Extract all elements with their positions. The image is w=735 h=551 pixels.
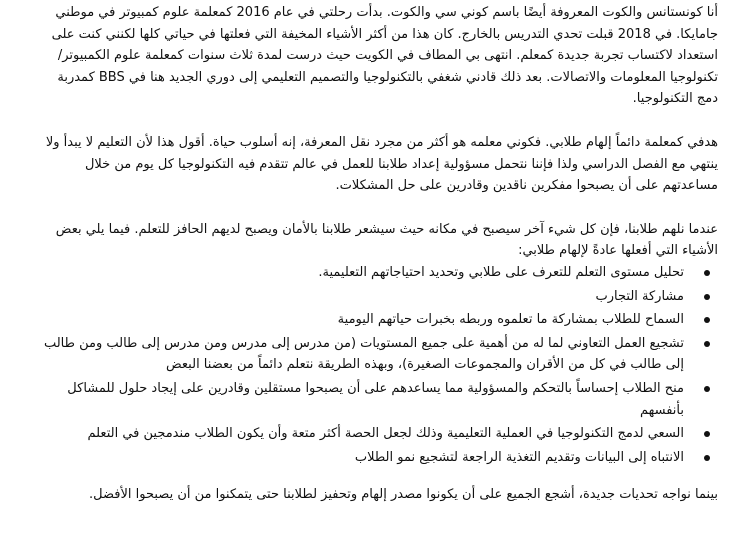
- list-item: [40, 423, 718, 445]
- intro-paragraph: أنا كونستانس والكوت المعروفة أيضًا باسم كوني سي والكوت. بدأت رحلتي في عام 2016 كمعلمة علوم كمبيوتر في موطني جامايكا. في 2018 قبلت تحدي التدريس بالخارج. كان هذا من أكثر الأشياء المخيفة التي فعلتها في حياتي كلها لكنني كنت على استعداد لاكتساب تجربة جديدة كمعلم. انتهى بي المطاف في الكويت حيث درست لمدة ثلاث سنوات كمعلمة علوم الكمبيوتر/ تكنولوجيا المعلومات والاتصالات. بعد ذلك قادني شغفي بالتكنولوجيا والتصميم التعليمي إلى دوري الجديد هنا في BBS كمدربة دمج التكنولوجيا.: [51, 5, 718, 107]
- bullet-icon: [704, 294, 710, 300]
- list-item: [40, 309, 718, 331]
- goal-paragraph: هدفي كمعلمة دائماً إلهام طلابي. فكوني معلمه هو أكثر من مجرد نقل المعرفة، إنه أسلوب حياة. أقول هذا لأن التعليم لا يبدأ ولا ينتهي مع الفصل الدراسي ولذا فإننا نتحمل مسؤولية إعداد طلابنا للعمل في عالم تتقدم فيه التكنولوجيا كل يوم من خلال مساعدتهم على أن يصبحوا مفكرين ناقدين وقادرين على حل المشكلات.: [45, 134, 718, 194]
- bullet-icon: [704, 270, 710, 276]
- list-item-text: منح الطلاب إحساساً بالتحكم والمسؤولية مما يساعدهم على أن يصبحوا مستقلين وقادرين على إيجاد حلول للمشاكل بأنفسهم: [67, 380, 684, 418]
- inspire-paragraph: عندما نلهم طلابنا، فإن كل شيء آخر سيصبح في مكانه حيث سيشعر طلابنا بالأمان ويصبح لديهم الحافز للتعلم. فيما يلي بعض الأشياء التي أفعلها عادةً لإلهام طلابي:: [55, 221, 718, 259]
- list-item-text: تحليل مستوى التعلم للتعرف على طلابي وتحديد احتياجاتهم التعليمية.: [318, 264, 684, 280]
- bullet-icon: [704, 455, 710, 461]
- list-item: [40, 262, 718, 284]
- list-item-text: الانتباه إلى البيانات وتقديم التغذية الراجعة لتشجيع نمو الطلاب: [354, 449, 684, 465]
- bullet-icon: [704, 386, 710, 392]
- list-item: [40, 333, 718, 376]
- list-item: [40, 286, 718, 308]
- closing-paragraph: بينما نواجه تحديات جديدة، أشجع الجميع على أن يكونوا مصدر إلهام وتحفيز لطلابنا حتى يتمكنوا من أن يصبحوا الأفضل.: [89, 487, 718, 503]
- list-item-text: السماح للطلاب بمشاركة ما تعلموه وربطه بخبرات حياتهم اليومية: [337, 312, 684, 328]
- inspiration-list: [40, 262, 718, 468]
- list-item: [40, 378, 718, 421]
- list-item-text: تشجيع العمل التعاوني لما له من أهمية على جميع المستويات (من مدرس إلى مدرس ومن مدرس إلى طالب ومن طالب إلى طالب في كل من الأقران والمجموعات الصغيرة)، وبهذه الطريقة نتعلم دائماً من بعضنا البعض: [43, 335, 684, 373]
- bullet-icon: [704, 317, 710, 323]
- list-item: [40, 447, 718, 469]
- article-body: [40, 0, 718, 506]
- bullet-icon: [704, 341, 710, 347]
- list-item-text: مشاركة التجارب: [595, 288, 684, 304]
- list-item-text: السعي لدمج التكنولوجيا في العملية التعليمية وذلك لجعل الحصة أكثر متعة وأن يكون الطلاب مندمجين في التعلم: [87, 426, 684, 442]
- bullet-icon: [704, 431, 710, 437]
